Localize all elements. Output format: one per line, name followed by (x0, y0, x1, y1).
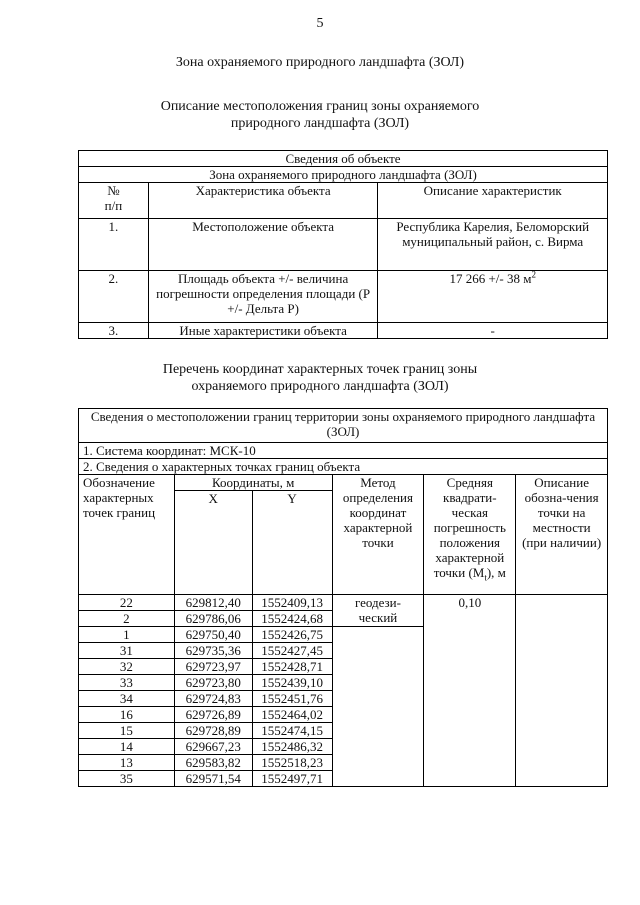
row-description: Республика Карелия, Беломорский муниципальный район, с. Вирма (378, 219, 608, 271)
object-name-header: Зона охраняемого природного ландшафта (ЗОЛ) (79, 167, 608, 183)
col-error-subscript: t (484, 572, 487, 583)
point-y: 1552427,45 (252, 643, 332, 659)
col-number-line2: п/п (104, 198, 123, 213)
col-designation-header: Обозначение характерных точек границ (79, 475, 175, 595)
table-row (79, 595, 608, 611)
row-characteristic: Местоположение объекта (148, 219, 378, 271)
method-line2: ческий (358, 610, 398, 625)
description-cell (516, 595, 608, 787)
coordinates-header: Сведения о местоположении границ территории зоны охраняемого природного ландшафта (ЗОЛ) (79, 409, 608, 443)
point-number: 33 (79, 675, 175, 691)
point-number: 22 (79, 595, 175, 611)
table-row (79, 323, 608, 339)
points-body (79, 595, 608, 787)
col-error-tail: ), м (486, 565, 506, 580)
coordinates-title-line1: Перечень координат характерных точек границ зоны (162, 362, 478, 377)
point-x: 629786,06 (174, 611, 252, 627)
object-info-header: Сведения об объекте (79, 151, 608, 167)
point-x: 629728,89 (174, 723, 252, 739)
error-cell: 0,10 (424, 595, 516, 787)
col-characteristic-header: Характеристика объекта (148, 183, 378, 219)
area-value-text: 17 266 +/- 38 м (449, 271, 532, 286)
point-number: 13 (79, 755, 175, 771)
point-x: 629724,83 (174, 691, 252, 707)
row-number: 3. (79, 323, 149, 339)
row-number: 1. (79, 219, 149, 271)
row-number: 2. (79, 271, 149, 323)
table-row (79, 219, 608, 271)
col-number-line1: № (107, 183, 120, 198)
point-number: 31 (79, 643, 175, 659)
method-cell-empty (332, 627, 424, 787)
point-number: 1 (79, 627, 175, 643)
point-x: 629667,23 (174, 739, 252, 755)
row-area-value (378, 271, 608, 323)
point-y: 1552428,71 (252, 659, 332, 675)
point-y: 1552518,23 (252, 755, 332, 771)
point-number: 15 (79, 723, 175, 739)
col-method-header: Метод определения координат характерной точки (332, 475, 424, 595)
point-x: 629735,36 (174, 643, 252, 659)
point-y: 1552426,75 (252, 627, 332, 643)
col-x-header: X (174, 491, 252, 595)
point-y: 1552439,10 (252, 675, 332, 691)
coordinates-title (0, 361, 640, 395)
point-number: 14 (79, 739, 175, 755)
row-characteristic: Иные характеристики объекта (148, 323, 378, 339)
table-row (79, 271, 608, 323)
col-error-main: Средняя квадрати-ческая погрешность положения характерной точки (М (433, 475, 506, 580)
description-title-line2: природного ландшафта (ЗОЛ) (230, 116, 410, 131)
row-description: - (378, 323, 608, 339)
point-x: 629723,97 (174, 659, 252, 675)
point-x: 629583,82 (174, 755, 252, 771)
col-coordinates-header: Координаты, м (174, 475, 332, 491)
point-number: 16 (79, 707, 175, 723)
point-y: 1552424,68 (252, 611, 332, 627)
point-number: 2 (79, 611, 175, 627)
point-number: 32 (79, 659, 175, 675)
col-y-header: Y (252, 491, 332, 595)
description-title-line1: Описание местоположения границ зоны охраняемого (160, 99, 480, 114)
col-number-header (79, 183, 149, 219)
point-x: 629571,54 (174, 771, 252, 787)
point-x: 629723,80 (174, 675, 252, 691)
point-x: 629750,40 (174, 627, 252, 643)
point-y: 1552409,13 (252, 595, 332, 611)
point-number: 35 (79, 771, 175, 787)
point-y: 1552464,02 (252, 707, 332, 723)
coordinates-table (78, 408, 608, 787)
page-number: 5 (316, 16, 324, 31)
method-cell (332, 595, 424, 627)
point-y: 1552497,71 (252, 771, 332, 787)
coordinates-title-line2: охраняемого природного ландшафта (ЗОЛ) (191, 379, 449, 394)
col-description-header: Описание обозна-чения точки на местности (при наличии) (516, 475, 608, 595)
coordinate-system: 1. Система координат: МСК-10 (79, 443, 608, 459)
method-line1: геодези- (354, 595, 401, 610)
col-description-header: Описание характеристик (378, 183, 608, 219)
object-info-table (78, 150, 608, 339)
description-title (0, 98, 640, 132)
area-unit-superscript: 2 (531, 269, 536, 280)
col-error-header (424, 475, 516, 595)
point-x: 629726,89 (174, 707, 252, 723)
row-characteristic: Площадь объекта +/- величина погрешности определения площади (Р +/- Дельта Р) (148, 271, 378, 323)
point-y: 1552486,32 (252, 739, 332, 755)
document-title: Зона охраняемого природного ландшафта (ЗОЛ) (175, 55, 465, 70)
point-y: 1552451,76 (252, 691, 332, 707)
points-header: 2. Сведения о характерных точках границ объекта (79, 459, 608, 475)
point-number: 34 (79, 691, 175, 707)
point-y: 1552474,15 (252, 723, 332, 739)
point-x: 629812,40 (174, 595, 252, 611)
